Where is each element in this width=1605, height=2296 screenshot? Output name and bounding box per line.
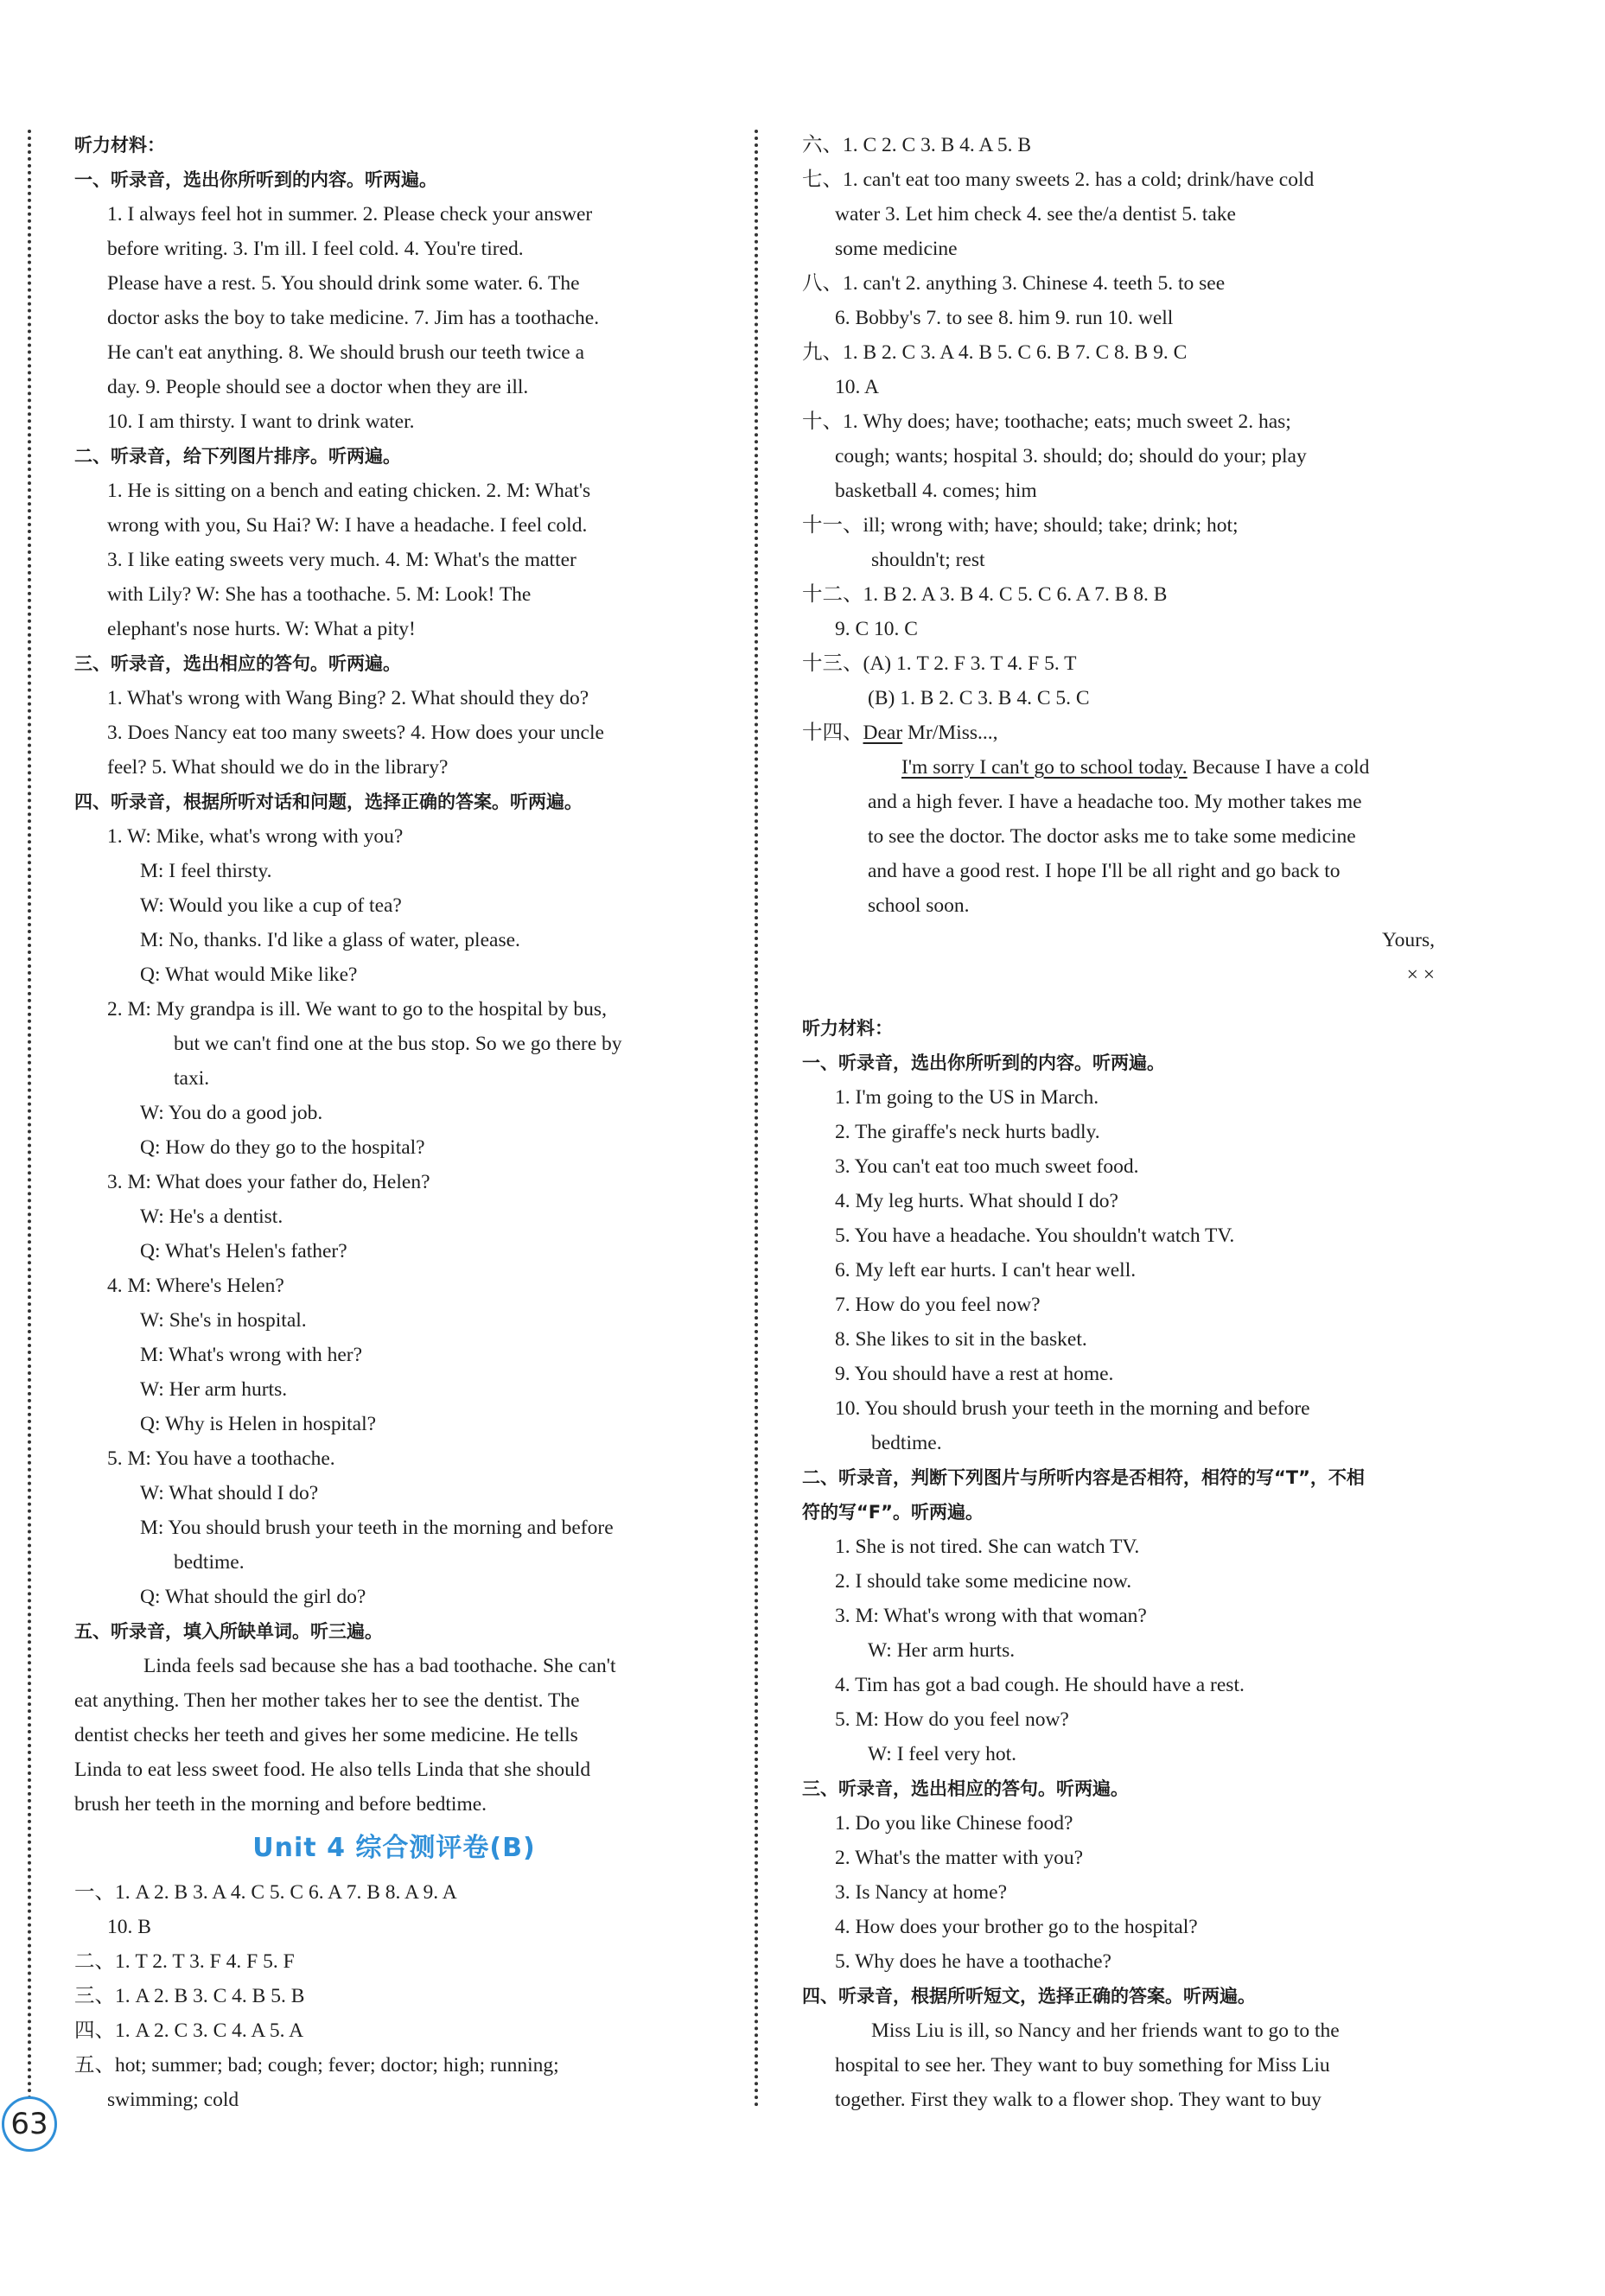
text-line: 3. I like eating sweets very much. 4. M: What's the matter	[107, 549, 576, 571]
text-line: Linda to eat less sweet food. He also tells Linda that she should	[74, 1759, 591, 1781]
text-line: 1. What's wrong with Wang Bing? 2. What should they do?	[107, 687, 589, 709]
section-heading: 听力材料：	[802, 1018, 893, 1039]
text-line: some medicine	[835, 238, 958, 260]
text-line: brush her teeth in the morning and before bedtime.	[74, 1793, 487, 1816]
text-line: 6. My left ear hurts. I can't hear well.	[835, 1259, 1137, 1282]
text-line: 5. M: You have a toothache.	[107, 1447, 335, 1470]
text-line: 1. He is sitting on a bench and eating chicken. 2. M: What's	[107, 480, 591, 502]
text-line: × ×	[1406, 964, 1435, 986]
text-line: 七、1. can't eat too many sweets 2. has a cold; drink/have cold	[802, 169, 1315, 191]
text-line: 9. C 10. C	[835, 618, 918, 640]
text-line: 4. My leg hurts. What should I do?	[835, 1190, 1118, 1212]
text-line: hospital to see her. They want to buy something for Miss Liu	[835, 2054, 1330, 2077]
text-line: 6. Bobby's 7. to see 8. him 9. run 10. well	[835, 307, 1174, 329]
text-line: 1. Do you like Chinese food?	[835, 1812, 1073, 1835]
text-line: and have a good rest. I hope I'll be all right and go back to	[868, 860, 1341, 882]
text-line: (B) 1. B 2. C 3. B 4. C 5. C	[868, 687, 1090, 709]
text-line: swimming; cold	[107, 2089, 239, 2111]
page-number: 63	[2, 2096, 57, 2152]
text-line: and a high fever. I have a headache too. My mother takes me	[868, 791, 1362, 813]
text-line: shouldn't; rest	[871, 549, 985, 571]
text-line: before writing. 3. I'm ill. I feel cold. 4. You're tired.	[107, 238, 524, 260]
column-divider-dots	[755, 130, 758, 2108]
text-line: 10. I am thirsty. I want to drink water.	[107, 410, 415, 433]
text-line: 三、1. A 2. B 3. C 4. B 5. B	[74, 1985, 305, 2007]
section-heading: 五、听录音，填入所缺单词。听三遍。	[74, 1621, 383, 1642]
text-line: M: No, thanks. I'd like a glass of water, please.	[140, 929, 520, 951]
text-line: 八、1. can't 2. anything 3. Chinese 4. teeth 5. to see	[802, 272, 1226, 295]
text-line: He can't eat anything. 8. We should brush our teeth twice a	[107, 341, 585, 364]
text-line: taxi.	[174, 1067, 210, 1090]
text-line: Please have a rest. 5. You should drink some water. 6. The	[107, 272, 580, 295]
binding-dots-left	[28, 130, 31, 2108]
text-line: W: Her arm hurts.	[868, 1639, 1016, 1662]
text-line: wrong with you, Su Hai? W: I have a headache. I feel cold.	[107, 514, 588, 537]
section-heading: 三、听录音，选出相应的答句。听两遍。	[802, 1778, 1129, 1799]
text-line: M: You should brush your teeth in the morning and before	[140, 1517, 614, 1539]
text-line: elephant's nose hurts. W: What a pity!	[107, 618, 416, 640]
text-line: Q: How do they go to the hospital?	[140, 1136, 425, 1159]
text-line: 3. Does Nancy eat too many sweets? 4. How does your uncle	[107, 722, 604, 744]
text-line: with Lily? W: She has a toothache. 5. M: Look! The	[107, 583, 532, 606]
text-line: W: Her arm hurts.	[140, 1378, 288, 1401]
text-line: together. First they walk to a flower shop. They want to buy	[835, 2089, 1322, 2111]
section-heading: 一、听录音，选出你所听到的内容。听两遍。	[74, 169, 437, 190]
right-column	[802, 128, 1442, 2117]
text-line: 5. Why does he have a toothache?	[835, 1950, 1111, 1973]
text-line: 四、1. A 2. C 3. C 4. A 5. A	[74, 2019, 304, 2042]
text-line: to see the doctor. The doctor asks me to take some medicine	[868, 825, 1356, 848]
text-line: 4. How does your brother go to the hospital?	[835, 1916, 1198, 1938]
text-line: 3. You can't eat too much sweet food.	[835, 1155, 1139, 1178]
section-heading: 四、听录音，根据所听对话和问题，选择正确的答案。听两遍。	[74, 792, 583, 812]
text-line: 2. The giraffe's neck hurts badly.	[835, 1121, 1100, 1143]
text-line: 10. B	[107, 1916, 151, 1938]
text-line: 六、1. C 2. C 3. B 4. A 5. B	[802, 134, 1032, 156]
section-heading: 符的写“F”。听两遍。	[802, 1502, 984, 1523]
text-line	[802, 992, 1442, 1011]
text-line: M: I feel thirsty.	[140, 860, 272, 882]
text-line: dentist checks her teeth and gives her some medicine. He tells	[74, 1724, 578, 1746]
text-line: 二、1. T 2. T 3. F 4. F 5. F	[74, 1950, 295, 1973]
text-line: water 3. Let him check 4. see the/a dentist 5. take	[835, 203, 1236, 226]
text-line: M: What's wrong with her?	[140, 1344, 363, 1366]
text-line: W: She's in hospital.	[140, 1309, 307, 1332]
text-line: feel? 5. What should we do in the library?	[107, 756, 449, 779]
text-line: W: Would you like a cup of tea?	[140, 894, 402, 917]
text-line: Yours,	[1382, 929, 1435, 951]
text-line: 3. M: What does your father do, Helen?	[107, 1171, 430, 1193]
section-heading: 二、听录音，判断下列图片与所听内容是否相符，相符的写“T”，不相	[802, 1467, 1365, 1488]
text-line: 5. M: How do you feel now?	[835, 1708, 1069, 1731]
text-line: W: I feel very hot.	[868, 1743, 1017, 1765]
text-line: 五、hot; summer; bad; cough; fever; doctor; high; running;	[74, 2054, 559, 2077]
section-heading: 三、听录音，选出相应的答句。听两遍。	[74, 653, 401, 674]
text-line: doctor asks the boy to take medicine. 7. Jim has a toothache.	[107, 307, 600, 329]
left-column	[74, 128, 714, 2117]
text-line: Q: What's Helen's father?	[140, 1240, 347, 1262]
text-line: Q: Why is Helen in hospital?	[140, 1413, 377, 1435]
text-line: but we can't find one at the bus stop. So we go there by	[174, 1033, 622, 1055]
text-line: Linda feels sad because she has a bad toothache. She can't	[143, 1655, 616, 1677]
text-line: 十二、1. B 2. A 3. B 4. C 5. C 6. A 7. B 8. B	[802, 583, 1168, 606]
text-line: W: You do a good job.	[140, 1102, 323, 1124]
text-line: 5. You have a headache. You shouldn't watch TV.	[835, 1224, 1235, 1247]
text-line: 7. How do you feel now?	[835, 1294, 1041, 1316]
section-heading: 二、听录音，给下列图片排序。听两遍。	[74, 446, 401, 467]
text-line: 1. I always feel hot in summer. 2. Please check your answer	[107, 203, 593, 226]
text-line: 4. M: Where's Helen?	[107, 1275, 284, 1297]
text-line: 10. A	[835, 376, 879, 398]
text-line: 10. You should brush your teeth in the morning and before	[835, 1397, 1310, 1420]
text-line: 2. I should take some medicine now.	[835, 1570, 1132, 1593]
text-line: 8. She likes to sit in the basket.	[835, 1328, 1087, 1351]
text-line: 一、1. A 2. B 3. A 4. C 5. C 6. A 7. B 8. A 9. A	[74, 1881, 457, 1904]
text-line: 九、1. B 2. C 3. A 4. B 5. C 6. B 7. C 8. B 9. C	[802, 341, 1188, 364]
text-line: Miss Liu is ill, so Nancy and her friends want to go to the	[871, 2019, 1340, 2042]
text-line: day. 9. People should see a doctor when they are ill.	[107, 376, 529, 398]
text-line: eat anything. Then her mother takes her to see the dentist. The	[74, 1689, 580, 1712]
text-line: 1. I'm going to the US in March.	[835, 1086, 1099, 1109]
text-line: 3. M: What's wrong with that woman?	[835, 1605, 1147, 1627]
text-line: 3. Is Nancy at home?	[835, 1881, 1008, 1904]
unit-title: Unit 4 综合测评卷(B)	[252, 1833, 536, 1863]
section-heading: 听力材料：	[74, 135, 165, 156]
text-line: 十、1. Why does; have; toothache; eats; much sweet 2. has;	[802, 410, 1291, 433]
text-line: bedtime.	[871, 1432, 942, 1454]
text-line: 2. What's the matter with you?	[835, 1847, 1084, 1869]
text-line: Q: What would Mike like?	[140, 964, 358, 986]
text-line: 1. W: Mike, what's wrong with you?	[107, 825, 404, 848]
text-line: school soon.	[868, 894, 970, 917]
text-line: 2. M: My grandpa is ill. We want to go to the hospital by bus,	[107, 998, 607, 1021]
text-line: I'm sorry I can't go to school today. Because I have a cold	[901, 756, 1370, 779]
text-line: 十四、Dear Mr/Miss...,	[802, 722, 998, 744]
text-line: 4. Tim has got a bad cough. He should have a rest.	[835, 1674, 1245, 1696]
text-line: bedtime.	[174, 1551, 245, 1574]
text-line: W: What should I do?	[140, 1482, 319, 1504]
text-line: Q: What should the girl do?	[140, 1586, 366, 1608]
section-heading: 四、听录音，根据所听短文，选择正确的答案。听两遍。	[802, 1986, 1256, 2007]
text-line: cough; wants; hospital 3. should; do; should do your; play	[835, 445, 1307, 467]
text-line: 1. She is not tired. She can watch TV.	[835, 1536, 1140, 1558]
text-line: 十三、(A) 1. T 2. F 3. T 4. F 5. T	[802, 652, 1077, 675]
text-line: 9. You should have a rest at home.	[835, 1363, 1114, 1385]
text-line: basketball 4. comes; him	[835, 480, 1037, 502]
section-heading: 一、听录音，选出你所听到的内容。听两遍。	[802, 1053, 1165, 1073]
text-line: 十一、ill; wrong with; have; should; take; drink; hot;	[802, 514, 1239, 537]
text-line: W: He's a dentist.	[140, 1205, 283, 1228]
